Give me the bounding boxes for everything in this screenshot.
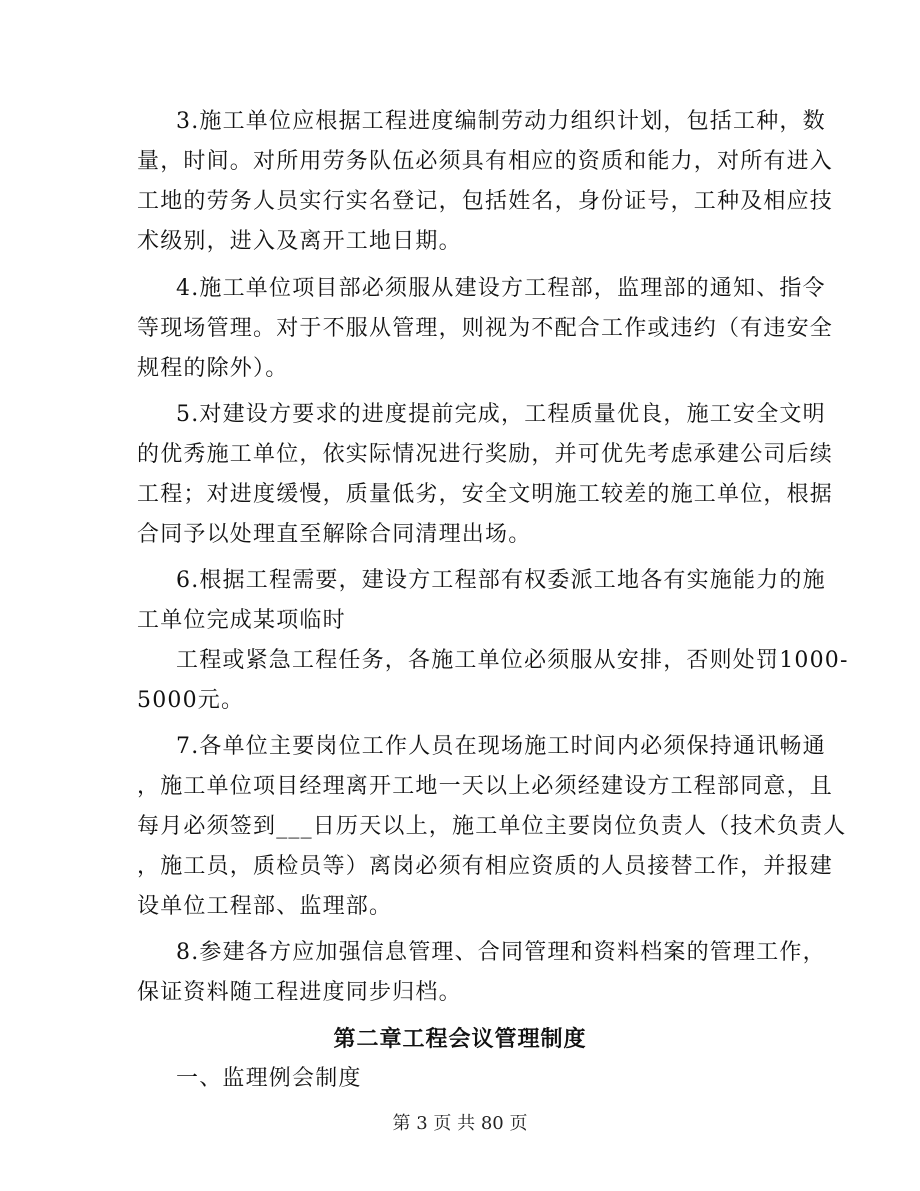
paragraph-8-line-1: 8.参建各方应加强信息管理、合同管理和资料档案的管理工作， bbox=[176, 940, 826, 965]
paragraph-7-line-2: ，施工单位项目经理离开工地一天以上必须经建设方工程部同意，且 bbox=[137, 774, 834, 799]
paragraph-3-line-1: 3.施工单位应根据工程进度编制劳动力组织计划，包括工种，数 bbox=[176, 109, 826, 134]
section-heading: 一、监理例会制度 bbox=[176, 1066, 362, 1091]
paragraph-4-line-3: 规程的除外）。 bbox=[137, 356, 289, 381]
paragraph-4-line-1: 4.施工单位项目部必须服从建设方工程部，监理部的通知、指令 bbox=[176, 276, 826, 301]
paragraph-3-line-2: 量，时间。对所用劳务队伍必须具有相应的资质和能力，对所有进入 bbox=[137, 149, 834, 174]
paragraph-3-line-3: 工地的劳务人员实行实名登记，包括姓名，身份证号，工种及相应技 bbox=[137, 189, 834, 214]
paragraph-7-line-4: ，施工员，质检员等）离岗必须有相应资质的人员接替工作，并报建 bbox=[137, 854, 834, 879]
paragraph-4-line-2: 等现场管理。对于不服从管理，则视为不配合工作或违约（有违安全 bbox=[137, 316, 834, 341]
paragraph-6-line-2: 工单位完成某项临时 bbox=[137, 608, 346, 633]
paragraph-8-line-2: 保证资料随工程进度同步归档。 bbox=[137, 980, 462, 1005]
paragraph-5-line-3: 工程；对进度缓慢，质量低劣，安全文明施工较差的施工单位，根据 bbox=[137, 482, 834, 507]
paragraph-7-line-1: 7.各单位主要岗位工作人员在现场施工时间内必须保持通讯畅通 bbox=[176, 734, 826, 759]
page-footer: 第 3 页 共 80 页 bbox=[392, 1113, 528, 1134]
paragraph-3-line-4: 术级别，进入及离开工地日期。 bbox=[137, 229, 462, 254]
paragraph-5-line-4: 合同予以处理直至解除合同清理出场。 bbox=[137, 522, 532, 547]
paragraph-7-line-3: 每月必须签到___日历天以上，施工单位主要岗位负责人（技术负责人 bbox=[137, 814, 847, 839]
paragraph-7-line-5: 设单位工程部、监理部。 bbox=[137, 894, 393, 919]
paragraph-5-line-2: 的优秀施工单位，依实际情况进行奖励，并可优先考虑承建公司后续 bbox=[137, 442, 834, 467]
paragraph-6-line-3: 工程或紧急工程任务，各施工单位必须服从安排，否则处罚1000- bbox=[176, 648, 849, 673]
paragraph-6-line-4: 5000元。 bbox=[137, 688, 245, 713]
paragraph-6-line-1: 6.根据工程需要，建设方工程部有权委派工地各有实施能力的施 bbox=[176, 568, 826, 593]
chapter-heading: 第二章工程会议管理制度 bbox=[333, 1026, 587, 1052]
paragraph-5-line-1: 5.对建设方要求的进度提前完成，工程质量优良，施工安全文明 bbox=[176, 402, 826, 427]
